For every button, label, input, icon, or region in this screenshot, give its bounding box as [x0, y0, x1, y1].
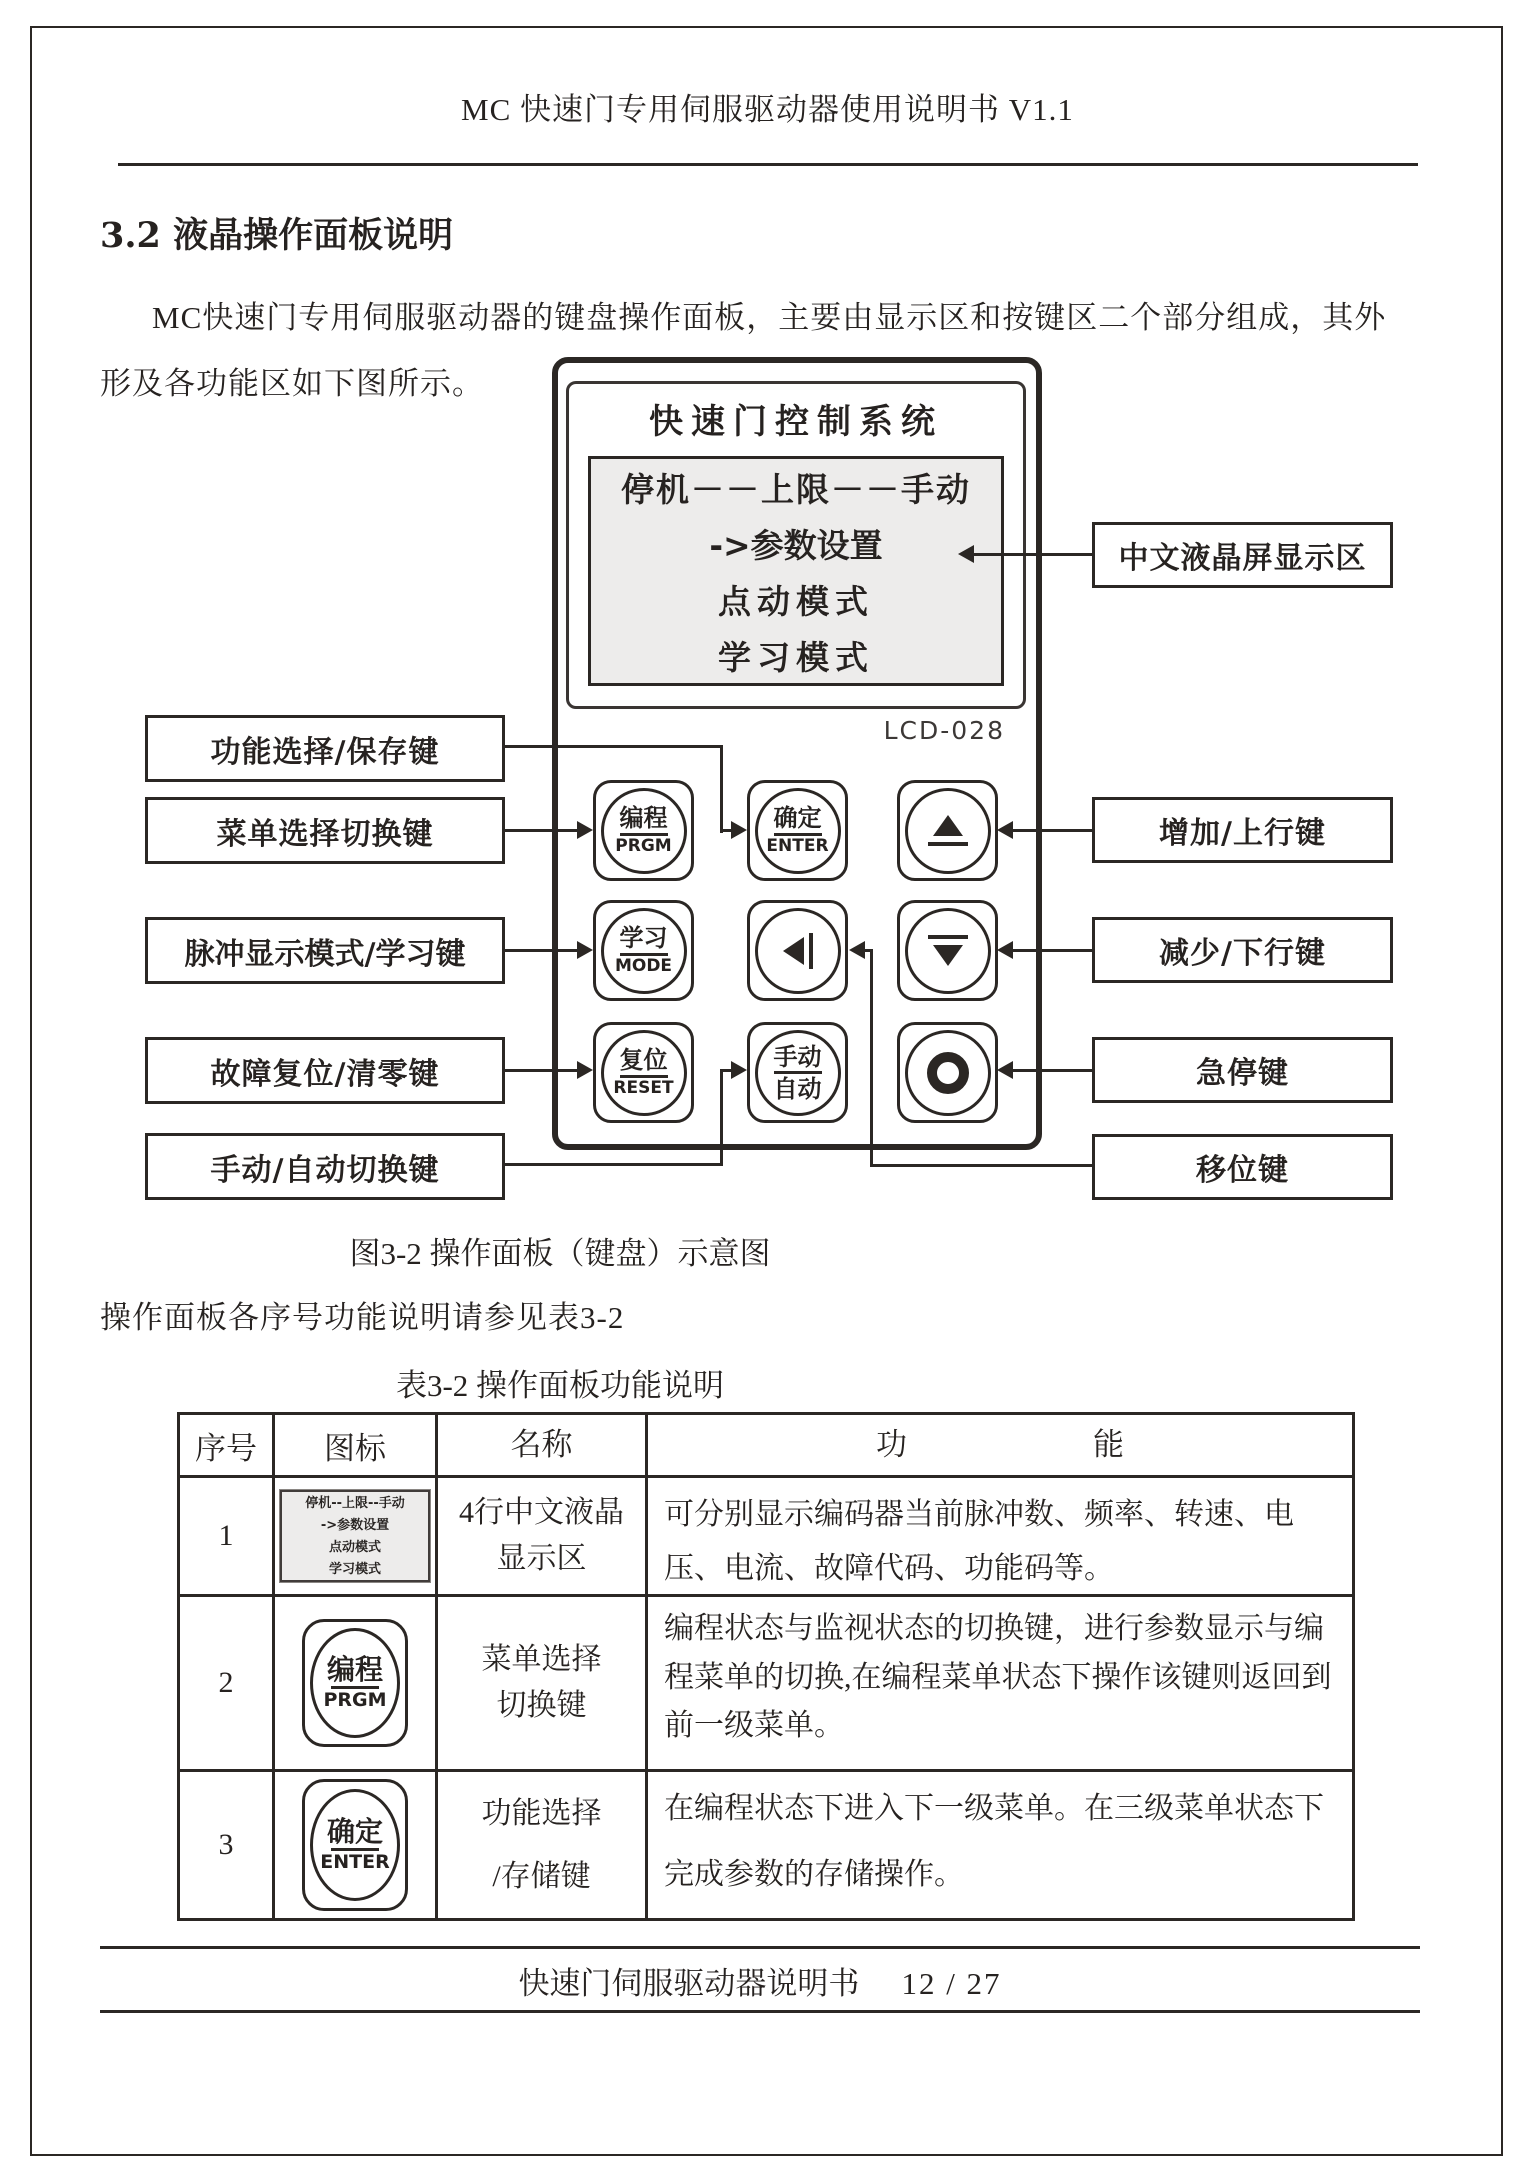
enter-icon-en: ENTER — [320, 1851, 390, 1874]
callout-fault-reset-key: 故障复位/清零键 — [145, 1037, 505, 1104]
row2-name — [435, 1597, 645, 1769]
manual-auto-key-face — [755, 1030, 841, 1116]
connector-line — [505, 1163, 723, 1166]
lcd-model-number: LCD-028 — [883, 716, 1005, 745]
footer-rule-bottom — [100, 2010, 1420, 2013]
down-key-face — [905, 908, 991, 994]
shift-key-face — [755, 908, 841, 994]
arrowhead-left — [849, 941, 865, 959]
connector-line — [720, 745, 723, 833]
callout-emergency-stop-key: 急停键 — [1092, 1037, 1393, 1103]
stop-key-face — [905, 1030, 991, 1116]
row3-function-line2: 完成参数的存储操作。 — [664, 1858, 964, 1891]
lcd-line-jog-mode: 点动模式 — [718, 581, 874, 621]
row1-icon-cell — [272, 1478, 435, 1594]
mode-key-face — [601, 908, 687, 994]
arrowhead-right — [731, 821, 747, 839]
table-intro-text: 操作面板各序号功能说明请参见表3-2 — [100, 1300, 625, 1335]
up-underline-icon — [928, 842, 968, 846]
manual-auto-key — [747, 1022, 848, 1123]
mini-lcd-line: 停机--上限--手动 — [305, 1495, 405, 1511]
col-header-name: 名称 — [435, 1415, 645, 1475]
callout-pulse-learn-key: 脉冲显示模式/学习键 — [145, 917, 505, 984]
prgm-key — [593, 780, 694, 881]
callout-lcd-display-area: 中文液晶屏显示区 — [1092, 522, 1393, 588]
connector-line — [505, 949, 581, 952]
mode-learn-key — [593, 900, 694, 1001]
mode-key-zh: 学习 — [619, 923, 668, 953]
prgm-icon-zh: 编程 — [326, 1652, 383, 1686]
lcd-system-title: 快速门控制系统 — [649, 402, 943, 442]
enter-key — [747, 780, 848, 881]
mini-lcd-line: ->参数设置 — [320, 1517, 390, 1533]
enter-key-zh: 确定 — [773, 803, 822, 833]
connector-line — [1012, 1069, 1092, 1072]
prgm-icon-en: PRGM — [323, 1689, 387, 1712]
prgm-key-en: PRGM — [615, 835, 672, 856]
arrowhead-left — [997, 1061, 1013, 1079]
row1-name-line1: 4行中文液晶 — [459, 1495, 624, 1529]
row2-function: 编程状态与监视状态的切换键，进行参数显示与编程菜单的切换,在编程菜单状态下操作该键则返回到前一级菜单。 — [645, 1597, 1352, 1769]
row3-name — [435, 1772, 645, 1918]
prgm-key-icon — [302, 1619, 408, 1747]
callout-function-save-key: 功能选择/保存键 — [145, 715, 505, 782]
row2-icon-cell — [272, 1597, 435, 1769]
paragraph-line-1: MC快速门专用伺服驱动器的键盘操作面板，主要由显示区和按键区二个部分组成，其外 — [152, 300, 1387, 335]
stop-ring-icon — [927, 1052, 969, 1094]
connector-line — [505, 829, 581, 832]
enter-key-icon-face — [310, 1789, 400, 1901]
reset-key-zh: 复位 — [619, 1045, 668, 1075]
up-key-face — [905, 788, 991, 874]
prgm-key-icon-face — [310, 1628, 400, 1738]
prgm-key-zh: 编程 — [619, 803, 668, 833]
row1-function: 可分别显示编码器当前脉冲数、频率、转速、电压、电流、故障代码、功能码等。 — [645, 1478, 1352, 1594]
down-overline-icon — [928, 935, 968, 939]
connector-line — [864, 949, 873, 952]
mini-lcd-icon — [280, 1490, 430, 1582]
triangle-down-icon — [933, 945, 963, 966]
triangle-up-icon — [933, 815, 963, 836]
lcd-line-menu-selected: ->参数设置 — [709, 525, 883, 565]
callout-manual-auto-key: 手动/自动切换键 — [145, 1133, 505, 1200]
row3-name-line1: 功能选择 — [481, 1797, 602, 1830]
connector-line — [720, 1069, 723, 1166]
footer-page-number: 12 / 27 — [901, 1966, 1002, 2001]
function-table — [177, 1412, 1355, 1921]
reset-key-en: RESET — [613, 1077, 674, 1098]
enter-key-en: ENTER — [766, 835, 829, 856]
arrowhead-right — [577, 1061, 593, 1079]
col-header-function: 功 能 — [645, 1415, 1352, 1475]
row2-index: 2 — [218, 1666, 234, 1699]
table-row — [180, 1769, 1352, 1918]
prgm-key-face — [601, 788, 687, 874]
callout-decrease-down-key: 减少/下行键 — [1092, 917, 1393, 983]
section-title: 3.2 液晶操作面板说明 — [100, 215, 454, 256]
connector-line — [870, 1164, 1092, 1167]
callout-shift-key: 移位键 — [1092, 1134, 1393, 1200]
col-header-icon: 图标 — [272, 1415, 435, 1475]
row2-name-line2: 切换键 — [496, 1689, 587, 1722]
table-title: 表3-2 操作面板功能说明 — [395, 1368, 725, 1403]
row1-name-line2: 显示区 — [496, 1542, 587, 1575]
lcd-screen — [588, 456, 1004, 686]
shift-key — [747, 900, 848, 1001]
row3-icon-cell — [272, 1772, 435, 1918]
enter-key-face — [755, 788, 841, 874]
figure-caption: 图3-2 操作面板（键盘）示意图 — [349, 1236, 771, 1271]
footer — [100, 1958, 1420, 2003]
triangle-left-icon — [783, 937, 804, 965]
paragraph-line-2: 形及各功能区如下图所示。 — [100, 366, 484, 401]
shift-bar-icon — [809, 933, 813, 969]
connector-line — [505, 1069, 581, 1072]
arrowhead-right — [577, 941, 593, 959]
document-header-title: MC 快速门专用伺服驱动器使用说明书 V1.1 — [461, 92, 1074, 127]
mini-lcd-line: 学习模式 — [328, 1561, 381, 1577]
down-decrease-key — [897, 900, 998, 1001]
connector-line — [1012, 829, 1092, 832]
arrowhead-right — [577, 821, 593, 839]
manual-key-zh-top: 手动 — [773, 1041, 822, 1071]
footer-rule-top — [100, 1946, 1420, 1949]
connector-line — [870, 951, 873, 1167]
lcd-line-learn-mode: 学习模式 — [718, 637, 874, 677]
table-row — [180, 1594, 1352, 1769]
manual-key-zh-bottom: 自动 — [773, 1074, 822, 1103]
row3-function — [645, 1772, 1352, 1918]
row2-name-line1: 菜单选择 — [481, 1642, 602, 1676]
row3-function-line1: 在编程状态下进入下一级菜单。在三级菜单状态下 — [664, 1792, 1324, 1825]
emergency-stop-key — [897, 1022, 998, 1123]
arrowhead-left — [958, 545, 974, 563]
arrowhead-right — [731, 1061, 747, 1079]
callout-menu-switch-key: 菜单选择切换键 — [145, 797, 505, 864]
row3-index: 3 — [218, 1828, 234, 1861]
connector-line — [974, 553, 1092, 556]
connector-line — [1012, 949, 1092, 952]
col-header-index: 序号 — [195, 1430, 257, 1466]
enter-icon-zh: 确定 — [326, 1814, 383, 1848]
table-row — [180, 1475, 1352, 1594]
header-rule — [118, 163, 1418, 166]
footer-doc-name: 快速门伺服驱动器说明书 — [518, 1966, 860, 2001]
mode-key-en: MODE — [614, 955, 673, 976]
row1-index: 1 — [218, 1519, 234, 1552]
row3-name-line2: /存储键 — [492, 1860, 591, 1893]
mini-lcd-line: 点动模式 — [328, 1539, 381, 1555]
arrowhead-left — [997, 941, 1013, 959]
reset-key-face — [601, 1030, 687, 1116]
table-header-row — [180, 1415, 1352, 1475]
arrowhead-left — [997, 821, 1013, 839]
row1-name — [435, 1478, 645, 1594]
callout-increase-up-key: 增加/上行键 — [1092, 797, 1393, 863]
connector-line — [505, 745, 723, 748]
reset-key — [593, 1022, 694, 1123]
lcd-line-status: 停机－－上限－－手动 — [621, 469, 971, 509]
enter-key-icon — [302, 1779, 408, 1911]
up-increase-key — [897, 780, 998, 881]
